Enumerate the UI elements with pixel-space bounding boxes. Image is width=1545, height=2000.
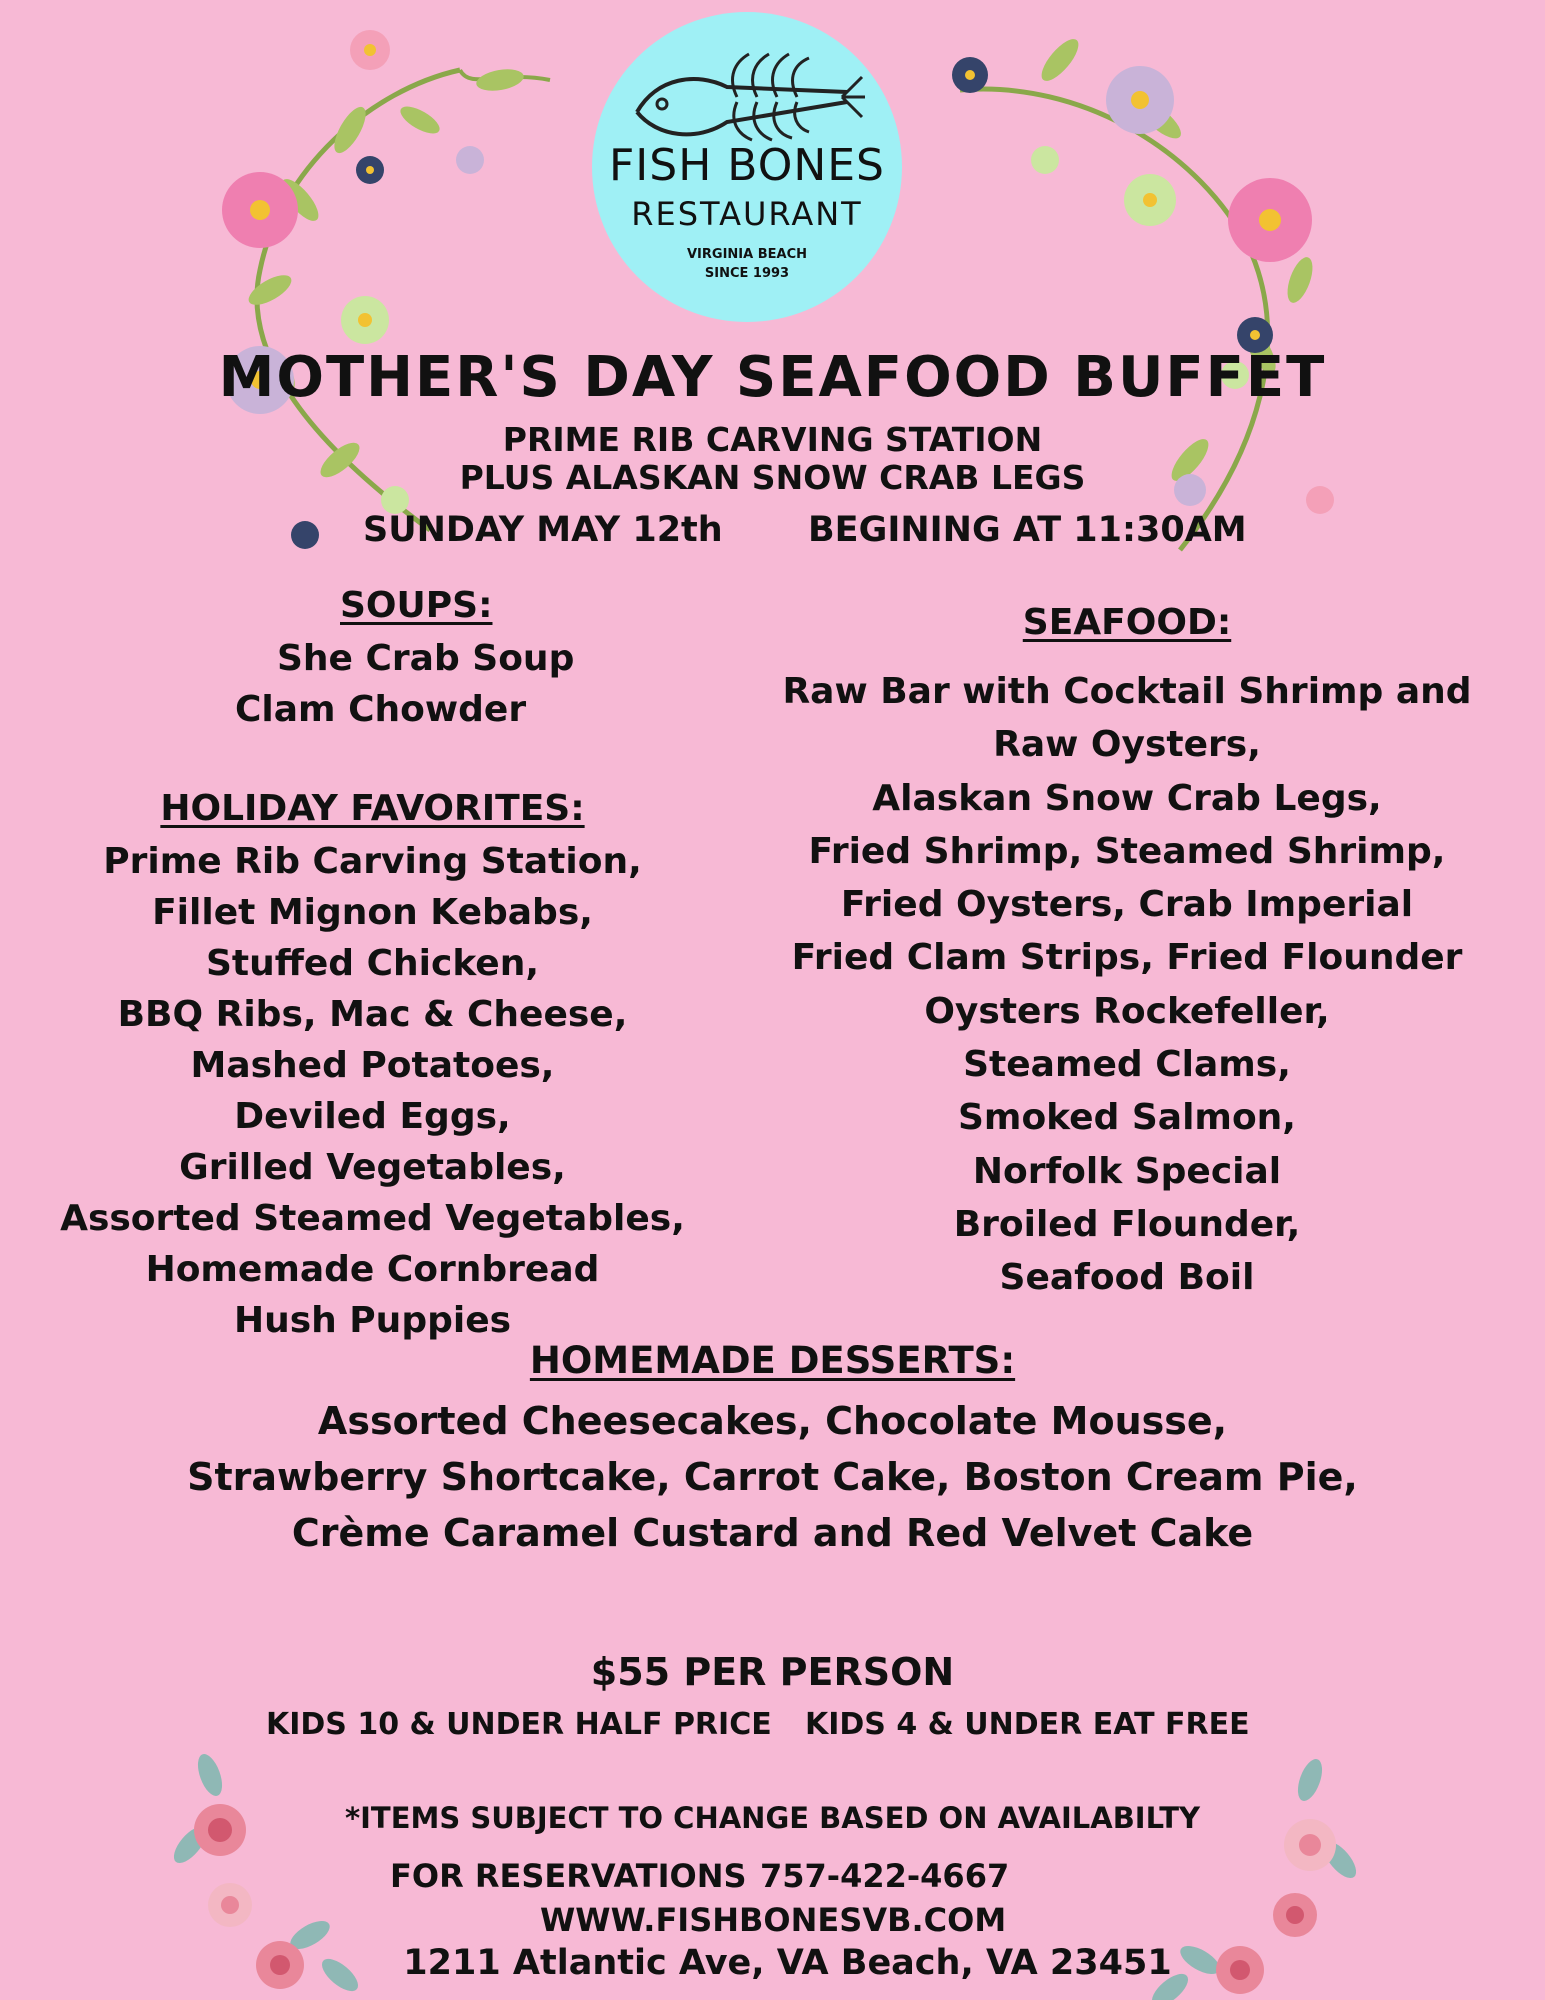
- address: 1211 Atlantic Ave, VA Beach, VA 23451: [403, 1943, 1172, 1983]
- list-item: Grilled Vegetables,: [179, 1147, 566, 1188]
- logo-since: SINCE 1993: [704, 266, 790, 281]
- holiday-favorites-list: [0, 836, 745, 1346]
- desserts-list: [0, 1393, 1545, 1561]
- list-item: BBQ Ribs, Mac & Cheese,: [117, 994, 628, 1035]
- website: WWW.FISHBONESVB.COM: [540, 1901, 1007, 1939]
- list-item: Smoked Salmon,: [958, 1097, 1296, 1139]
- seafood-list: [777, 665, 1477, 1305]
- list-item: Crème Caramel Custard and Red Velvet Cake: [291, 1511, 1254, 1555]
- list-item: Homemade Cornbread: [145, 1249, 600, 1290]
- event-time: BEGINING AT 11:30AM: [808, 510, 1247, 550]
- list-item: Broiled Flounder,: [953, 1203, 1301, 1245]
- list-item: Prime Rib Carving Station,: [103, 841, 642, 882]
- list-item: Stuffed Chicken,: [205, 943, 540, 984]
- list-item: Raw Oysters,: [993, 724, 1261, 766]
- list-item: Fillet Mignon Kebabs,: [152, 892, 593, 933]
- seafood-heading: SEAFOOD:: [1022, 602, 1232, 643]
- list-item: Deviled Eggs,: [234, 1096, 511, 1137]
- list-item: Hush Puppies: [233, 1300, 512, 1341]
- subtitle-line1: PRIME RIB CARVING STATION: [502, 420, 1043, 459]
- subtitle-line2: PLUS ALASKAN SNOW CRAB LEGS: [459, 458, 1086, 497]
- kids-eat-free: KIDS 4 & UNDER EAT FREE: [805, 1707, 1250, 1742]
- list-item: Raw Bar with Cocktail Shrimp and: [782, 671, 1472, 712]
- kids-half-price: KIDS 10 & UNDER HALF PRICE: [266, 1707, 772, 1742]
- list-item: Fried Oysters, Crab Imperial: [840, 884, 1414, 926]
- soup-item: She Crab Soup: [277, 638, 575, 679]
- fish-skeleton-icon: [617, 42, 867, 152]
- phone-number: 757-422-4667: [760, 1857, 1010, 1895]
- availability-note: *ITEMS SUBJECT TO CHANGE BASED ON AVAILABILTY: [344, 1801, 1201, 1835]
- list-item: Fried Shrimp, Steamed Shrimp,: [808, 830, 1446, 872]
- list-item: Seafood Boil: [999, 1257, 1255, 1299]
- soups-heading: SOUPS:: [340, 585, 493, 626]
- desserts-heading: HOMEMADE DESSERTS:: [529, 1339, 1016, 1382]
- list-item: Norfolk Special: [972, 1150, 1282, 1192]
- list-item: Oysters Rockefeller,: [924, 990, 1330, 1032]
- list-item: Fried Clam Strips, Fried Flounder: [791, 937, 1463, 979]
- list-item: Alaskan Snow Crab Legs,: [872, 777, 1382, 819]
- logo-city: VIRGINIA BEACH: [687, 247, 807, 262]
- page-title: MOTHER'S DAY SEAFOOD BUFFET: [218, 345, 1327, 410]
- list-item: Assorted Steamed Vegetables,: [60, 1198, 685, 1239]
- logo-name-line2: RESTAURANT: [631, 195, 863, 233]
- event-date: SUNDAY MAY 12th: [363, 510, 723, 550]
- reservations-label: FOR RESERVATIONS: [390, 1857, 747, 1895]
- list-item: Strawberry Shortcake, Carrot Cake, Boston Cream Pie,: [187, 1455, 1358, 1499]
- list-item: Steamed Clams,: [963, 1044, 1291, 1086]
- price: $55 PER PERSON: [590, 1650, 955, 1694]
- restaurant-logo: [592, 12, 902, 322]
- soup-item: Clam Chowder: [235, 689, 527, 730]
- holiday-favorites-heading: HOLIDAY FAVORITES:: [160, 788, 585, 829]
- list-item: Mashed Potatoes,: [190, 1045, 555, 1086]
- list-item: Assorted Cheesecakes, Chocolate Mousse,: [317, 1399, 1228, 1443]
- logo-name-line1: FISH BONES: [609, 140, 885, 191]
